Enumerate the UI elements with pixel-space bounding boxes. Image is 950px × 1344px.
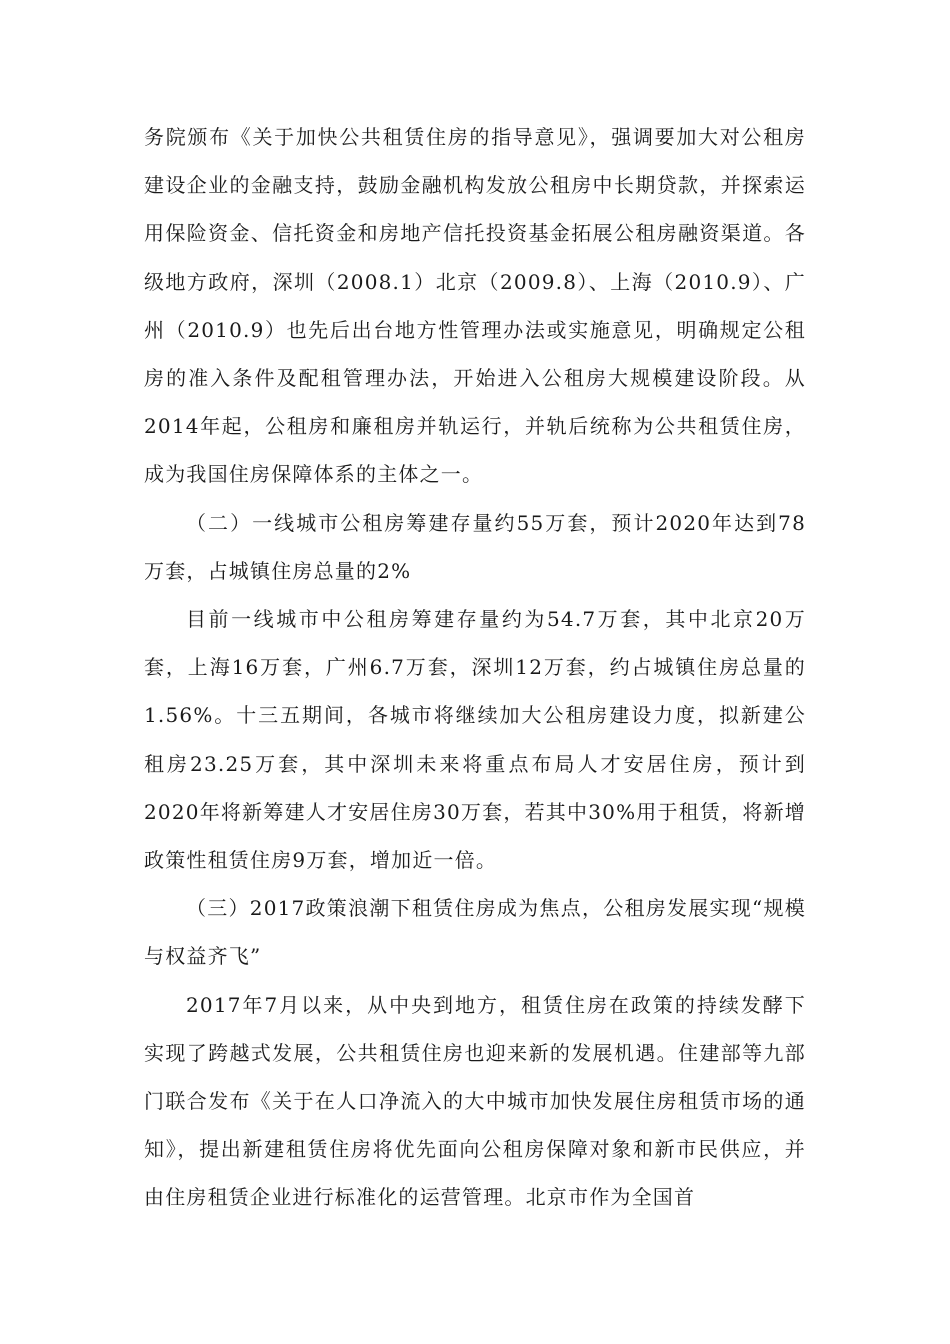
section-heading-2: （二）一线城市公租房筹建存量约55万套，预计2020年达到78万套，占城镇住房总量的2%	[144, 510, 806, 583]
paragraph-stock-stats: 目前一线城市中公租房筹建存量约为54.7万套，其中北京20万套，上海16万套，广州6.7万套，深圳12万套，约占城镇住房总量的1.56%。十三五期间，各城市将继续加大公租房建设力度，拟新建公租房23.25万套，其中深圳未来将重点布局人才安居住房，预计到2020年将新筹建人才安居住房30万套，若其中30%用于租赁，将新增政策性租赁住房9万套，增加近一倍。	[144, 607, 806, 873]
paragraph-2017-policy: 2017年7月以来，从中央到地方，租赁住房在政策的持续发酵下实现了跨越式发展，公共租赁住房也迎来新的发展机遇。住建部等九部门联合发布《关于在人口净流入的大中城市加快发展住房租赁市场的通知》，提出新建租赁住房将优先面向公租房保障对象和新市民供应，并由住房租赁企业进行标准化的运营管理。北京市作为全国首	[144, 992, 806, 1210]
document-body	[144, 113, 806, 1222]
section-heading-3: （三）2017政策浪潮下租赁住房成为焦点，公租房发展实现“规模与权益齐飞”	[144, 896, 806, 969]
paragraph-policy-history: 务院颁布《关于加快公共租赁住房的指导意见》，强调要加大对公租房建设企业的金融支持，鼓励金融机构发放公租房中长期贷款，并探索运用保险资金、信托资金和房地产信托投资基金拓展公租房融资渠道。各级地方政府，深圳（2008.1）北京（2009.8）、上海（2010.9）、广州（2010.9）也先后出台地方性管理办法或实施意见，明确规定公租房的准入条件及配租管理办法，开始进入公租房大规模建设阶段。从2014年起，公租房和廉租房并轨运行，并轨后统称为公共租赁住房，成为我国住房保障体系的主体之一。	[144, 125, 806, 487]
